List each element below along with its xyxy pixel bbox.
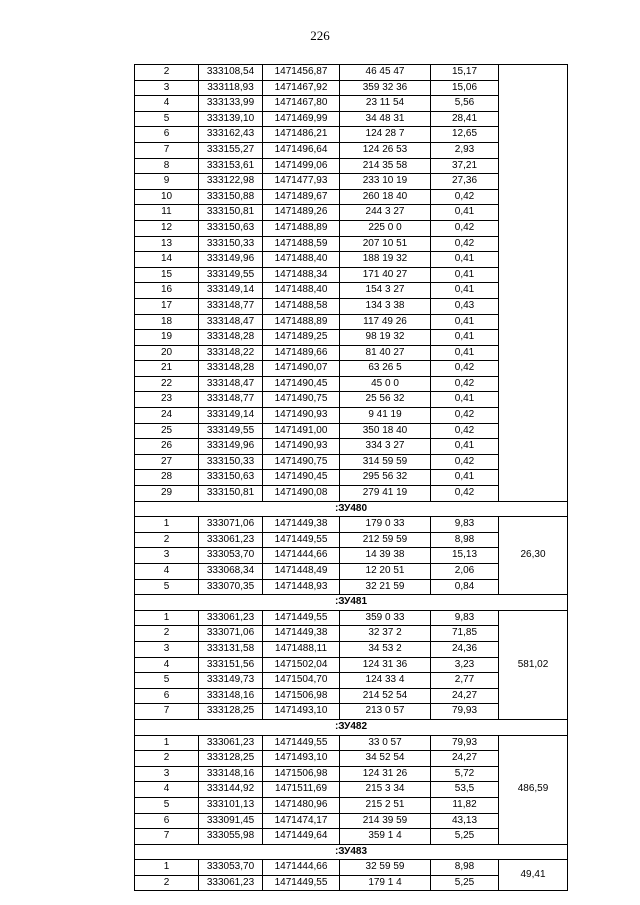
x-coordinate: 333150,33 xyxy=(199,454,263,470)
distance: 0,41 xyxy=(431,439,499,455)
section-title: :ЗУ480 xyxy=(135,501,568,517)
x-coordinate: 333148,77 xyxy=(199,392,263,408)
y-coordinate: 1471469,99 xyxy=(263,111,340,127)
direction-angle: 334 3 27 xyxy=(340,439,431,455)
point-number: 5 xyxy=(135,111,199,127)
x-coordinate: 333148,16 xyxy=(199,688,263,704)
point-number: 5 xyxy=(135,797,199,813)
table-row xyxy=(135,610,568,626)
y-coordinate: 1471491,00 xyxy=(263,423,340,439)
point-number: 21 xyxy=(135,361,199,377)
area-cell: 26,30 xyxy=(499,517,568,595)
area-cell: 486,59 xyxy=(499,735,568,844)
point-number: 2 xyxy=(135,65,199,81)
distance: 0,41 xyxy=(431,345,499,361)
y-coordinate: 1471488,34 xyxy=(263,267,340,283)
distance: 79,93 xyxy=(431,704,499,720)
distance: 0,42 xyxy=(431,189,499,205)
x-coordinate: 333150,81 xyxy=(199,205,263,221)
y-coordinate: 1471490,93 xyxy=(263,439,340,455)
distance: 11,82 xyxy=(431,797,499,813)
y-coordinate: 1471448,49 xyxy=(263,564,340,580)
x-coordinate: 333149,55 xyxy=(199,423,263,439)
y-coordinate: 1471488,40 xyxy=(263,252,340,268)
x-coordinate: 333150,33 xyxy=(199,236,263,252)
distance: 8,98 xyxy=(431,532,499,548)
distance: 24,27 xyxy=(431,688,499,704)
x-coordinate: 333055,98 xyxy=(199,829,263,845)
distance: 37,21 xyxy=(431,158,499,174)
point-number: 1 xyxy=(135,735,199,751)
point-number: 28 xyxy=(135,470,199,486)
direction-angle: 25 56 32 xyxy=(340,392,431,408)
x-coordinate: 333150,81 xyxy=(199,486,263,502)
y-coordinate: 1471506,98 xyxy=(263,688,340,704)
distance: 0,42 xyxy=(431,408,499,424)
point-number: 6 xyxy=(135,127,199,143)
point-number: 2 xyxy=(135,532,199,548)
y-coordinate: 1471490,07 xyxy=(263,361,340,377)
point-number: 19 xyxy=(135,330,199,346)
distance: 53,5 xyxy=(431,782,499,798)
distance: 0,42 xyxy=(431,376,499,392)
section-title: :ЗУ483 xyxy=(135,844,568,860)
point-number: 8 xyxy=(135,158,199,174)
x-coordinate: 333108,54 xyxy=(199,65,263,81)
direction-angle: 32 21 59 xyxy=(340,579,431,595)
distance: 0,42 xyxy=(431,423,499,439)
table-row xyxy=(135,517,568,533)
x-coordinate: 333149,14 xyxy=(199,283,263,299)
point-number: 5 xyxy=(135,673,199,689)
x-coordinate: 333128,25 xyxy=(199,704,263,720)
x-coordinate: 333128,25 xyxy=(199,751,263,767)
direction-angle: 124 28 7 xyxy=(340,127,431,143)
distance: 0,41 xyxy=(431,205,499,221)
point-number: 10 xyxy=(135,189,199,205)
distance: 24,36 xyxy=(431,641,499,657)
y-coordinate: 1471449,55 xyxy=(263,532,340,548)
direction-angle: 213 0 57 xyxy=(340,704,431,720)
distance: 2,77 xyxy=(431,673,499,689)
point-number: 13 xyxy=(135,236,199,252)
distance: 27,36 xyxy=(431,174,499,190)
section-title: :ЗУ482 xyxy=(135,719,568,735)
direction-angle: 188 19 32 xyxy=(340,252,431,268)
point-number: 4 xyxy=(135,782,199,798)
direction-angle: 124 31 36 xyxy=(340,657,431,673)
direction-angle: 214 35 58 xyxy=(340,158,431,174)
x-coordinate: 333151,56 xyxy=(199,657,263,673)
x-coordinate: 333061,23 xyxy=(199,532,263,548)
y-coordinate: 1471490,45 xyxy=(263,376,340,392)
direction-angle: 124 31 26 xyxy=(340,766,431,782)
area-cell: 581,02 xyxy=(499,610,568,719)
area-cell: 49,41 xyxy=(499,860,568,891)
x-coordinate: 333149,14 xyxy=(199,408,263,424)
distance: 9,83 xyxy=(431,517,499,533)
x-coordinate: 333122,98 xyxy=(199,174,263,190)
direction-angle: 134 3 38 xyxy=(340,298,431,314)
distance: 0,41 xyxy=(431,392,499,408)
point-number: 4 xyxy=(135,96,199,112)
point-number: 27 xyxy=(135,454,199,470)
y-coordinate: 1471490,45 xyxy=(263,470,340,486)
point-number: 26 xyxy=(135,439,199,455)
direction-angle: 63 26 5 xyxy=(340,361,431,377)
point-number: 17 xyxy=(135,298,199,314)
direction-angle: 32 59 59 xyxy=(340,860,431,876)
y-coordinate: 1471489,25 xyxy=(263,330,340,346)
direction-angle: 34 53 2 xyxy=(340,641,431,657)
distance: 0,42 xyxy=(431,486,499,502)
table-row xyxy=(135,65,568,81)
point-number: 4 xyxy=(135,657,199,673)
distance: 9,83 xyxy=(431,610,499,626)
direction-angle: 46 45 47 xyxy=(340,65,431,81)
x-coordinate: 333150,88 xyxy=(199,189,263,205)
distance: 3,23 xyxy=(431,657,499,673)
point-number: 3 xyxy=(135,548,199,564)
distance: 5,25 xyxy=(431,875,499,891)
direction-angle: 14 39 38 xyxy=(340,548,431,564)
y-coordinate: 1471488,59 xyxy=(263,236,340,252)
y-coordinate: 1471449,55 xyxy=(263,875,340,891)
point-number: 2 xyxy=(135,875,199,891)
distance: 71,85 xyxy=(431,626,499,642)
y-coordinate: 1471456,87 xyxy=(263,65,340,81)
x-coordinate: 333155,27 xyxy=(199,142,263,158)
y-coordinate: 1471504,70 xyxy=(263,673,340,689)
direction-angle: 32 37 2 xyxy=(340,626,431,642)
direction-angle: 34 48 31 xyxy=(340,111,431,127)
x-coordinate: 333148,47 xyxy=(199,314,263,330)
direction-angle: 23 11 54 xyxy=(340,96,431,112)
distance: 79,93 xyxy=(431,735,499,751)
x-coordinate: 333150,63 xyxy=(199,470,263,486)
y-coordinate: 1471448,93 xyxy=(263,579,340,595)
y-coordinate: 1471467,92 xyxy=(263,80,340,96)
y-coordinate: 1471488,40 xyxy=(263,283,340,299)
point-number: 2 xyxy=(135,751,199,767)
distance: 0,41 xyxy=(431,330,499,346)
direction-angle: 179 0 33 xyxy=(340,517,431,533)
distance: 0,42 xyxy=(431,220,499,236)
y-coordinate: 1471496,64 xyxy=(263,142,340,158)
distance: 24,27 xyxy=(431,751,499,767)
x-coordinate: 333144,92 xyxy=(199,782,263,798)
direction-angle: 215 3 34 xyxy=(340,782,431,798)
x-coordinate: 333131,58 xyxy=(199,641,263,657)
distance: 15,17 xyxy=(431,65,499,81)
distance: 0,41 xyxy=(431,252,499,268)
x-coordinate: 333149,73 xyxy=(199,673,263,689)
y-coordinate: 1471502,04 xyxy=(263,657,340,673)
direction-angle: 244 3 27 xyxy=(340,205,431,221)
distance: 28,41 xyxy=(431,111,499,127)
direction-angle: 124 33 4 xyxy=(340,673,431,689)
direction-angle: 295 56 32 xyxy=(340,470,431,486)
direction-angle: 154 3 27 xyxy=(340,283,431,299)
distance: 5,25 xyxy=(431,829,499,845)
y-coordinate: 1471444,66 xyxy=(263,548,340,564)
y-coordinate: 1471493,10 xyxy=(263,751,340,767)
direction-angle: 350 18 40 xyxy=(340,423,431,439)
y-coordinate: 1471511,69 xyxy=(263,782,340,798)
x-coordinate: 333061,23 xyxy=(199,875,263,891)
x-coordinate: 333153,61 xyxy=(199,158,263,174)
distance: 12,65 xyxy=(431,127,499,143)
y-coordinate: 1471467,80 xyxy=(263,96,340,112)
point-number: 25 xyxy=(135,423,199,439)
x-coordinate: 333053,70 xyxy=(199,860,263,876)
point-number: 18 xyxy=(135,314,199,330)
y-coordinate: 1471444,66 xyxy=(263,860,340,876)
point-number: 6 xyxy=(135,813,199,829)
point-number: 1 xyxy=(135,860,199,876)
section-header-row xyxy=(135,501,568,517)
y-coordinate: 1471474,17 xyxy=(263,813,340,829)
x-coordinate: 333148,77 xyxy=(199,298,263,314)
point-number: 20 xyxy=(135,345,199,361)
point-number: 3 xyxy=(135,80,199,96)
direction-angle: 179 1 4 xyxy=(340,875,431,891)
distance: 0,84 xyxy=(431,579,499,595)
point-number: 16 xyxy=(135,283,199,299)
y-coordinate: 1471493,10 xyxy=(263,704,340,720)
distance: 5,72 xyxy=(431,766,499,782)
point-number: 9 xyxy=(135,174,199,190)
x-coordinate: 333053,70 xyxy=(199,548,263,564)
x-coordinate: 333071,06 xyxy=(199,626,263,642)
x-coordinate: 333068,34 xyxy=(199,564,263,580)
y-coordinate: 1471486,21 xyxy=(263,127,340,143)
direction-angle: 9 41 19 xyxy=(340,408,431,424)
point-number: 14 xyxy=(135,252,199,268)
point-number: 15 xyxy=(135,267,199,283)
x-coordinate: 333133,99 xyxy=(199,96,263,112)
section-title: :ЗУ481 xyxy=(135,595,568,611)
distance: 5,56 xyxy=(431,96,499,112)
y-coordinate: 1471449,55 xyxy=(263,610,340,626)
point-number: 5 xyxy=(135,579,199,595)
x-coordinate: 333071,06 xyxy=(199,517,263,533)
y-coordinate: 1471488,11 xyxy=(263,641,340,657)
section-header-row xyxy=(135,719,568,735)
point-number: 12 xyxy=(135,220,199,236)
y-coordinate: 1471449,64 xyxy=(263,829,340,845)
distance: 8,98 xyxy=(431,860,499,876)
x-coordinate: 333091,45 xyxy=(199,813,263,829)
coordinates-table xyxy=(134,64,568,891)
x-coordinate: 333139,10 xyxy=(199,111,263,127)
distance: 0,42 xyxy=(431,454,499,470)
y-coordinate: 1471449,55 xyxy=(263,735,340,751)
direction-angle: 207 10 51 xyxy=(340,236,431,252)
y-coordinate: 1471489,66 xyxy=(263,345,340,361)
point-number: 3 xyxy=(135,641,199,657)
x-coordinate: 333149,96 xyxy=(199,252,263,268)
distance: 0,43 xyxy=(431,298,499,314)
table-row xyxy=(135,735,568,751)
distance: 43,13 xyxy=(431,813,499,829)
direction-angle: 212 59 59 xyxy=(340,532,431,548)
x-coordinate: 333061,23 xyxy=(199,610,263,626)
direction-angle: 225 0 0 xyxy=(340,220,431,236)
x-coordinate: 333148,22 xyxy=(199,345,263,361)
y-coordinate: 1471449,38 xyxy=(263,626,340,642)
x-coordinate: 333149,55 xyxy=(199,267,263,283)
y-coordinate: 1471490,75 xyxy=(263,392,340,408)
point-number: 11 xyxy=(135,205,199,221)
direction-angle: 359 32 36 xyxy=(340,80,431,96)
distance: 2,06 xyxy=(431,564,499,580)
point-number: 29 xyxy=(135,486,199,502)
distance: 15,06 xyxy=(431,80,499,96)
direction-angle: 260 18 40 xyxy=(340,189,431,205)
x-coordinate: 333101,13 xyxy=(199,797,263,813)
direction-angle: 279 41 19 xyxy=(340,486,431,502)
distance: 15,13 xyxy=(431,548,499,564)
direction-angle: 233 10 19 xyxy=(340,174,431,190)
point-number: 22 xyxy=(135,376,199,392)
distance: 0,41 xyxy=(431,470,499,486)
direction-angle: 314 59 59 xyxy=(340,454,431,470)
y-coordinate: 1471489,67 xyxy=(263,189,340,205)
page-number: 226 xyxy=(310,28,330,43)
x-coordinate: 333148,47 xyxy=(199,376,263,392)
y-coordinate: 1471449,38 xyxy=(263,517,340,533)
y-coordinate: 1471488,89 xyxy=(263,314,340,330)
y-coordinate: 1471506,98 xyxy=(263,766,340,782)
point-number: 1 xyxy=(135,610,199,626)
y-coordinate: 1471477,93 xyxy=(263,174,340,190)
direction-angle: 359 1 4 xyxy=(340,829,431,845)
section-header-row xyxy=(135,844,568,860)
direction-angle: 215 2 51 xyxy=(340,797,431,813)
y-coordinate: 1471490,08 xyxy=(263,486,340,502)
point-number: 7 xyxy=(135,704,199,720)
point-number: 7 xyxy=(135,829,199,845)
point-number: 4 xyxy=(135,564,199,580)
distance: 0,42 xyxy=(431,361,499,377)
point-number: 23 xyxy=(135,392,199,408)
x-coordinate: 333162,43 xyxy=(199,127,263,143)
direction-angle: 33 0 57 xyxy=(340,735,431,751)
point-number: 24 xyxy=(135,408,199,424)
area-cell xyxy=(499,65,568,502)
y-coordinate: 1471488,58 xyxy=(263,298,340,314)
y-coordinate: 1471488,89 xyxy=(263,220,340,236)
direction-angle: 124 26 53 xyxy=(340,142,431,158)
x-coordinate: 333118,93 xyxy=(199,80,263,96)
direction-angle: 171 40 27 xyxy=(340,267,431,283)
distance: 0,41 xyxy=(431,314,499,330)
distance: 0,42 xyxy=(431,236,499,252)
direction-angle: 34 52 54 xyxy=(340,751,431,767)
distance: 0,41 xyxy=(431,283,499,299)
point-number: 7 xyxy=(135,142,199,158)
direction-angle: 359 0 33 xyxy=(340,610,431,626)
distance: 2,93 xyxy=(431,142,499,158)
x-coordinate: 333070,35 xyxy=(199,579,263,595)
point-number: 3 xyxy=(135,766,199,782)
y-coordinate: 1471499,06 xyxy=(263,158,340,174)
direction-angle: 12 20 51 xyxy=(340,564,431,580)
point-number: 6 xyxy=(135,688,199,704)
section-header-row xyxy=(135,595,568,611)
x-coordinate: 333061,23 xyxy=(199,735,263,751)
direction-angle: 98 19 32 xyxy=(340,330,431,346)
y-coordinate: 1471489,26 xyxy=(263,205,340,221)
y-coordinate: 1471480,96 xyxy=(263,797,340,813)
x-coordinate: 333149,96 xyxy=(199,439,263,455)
direction-angle: 214 52 54 xyxy=(340,688,431,704)
table-row xyxy=(135,860,568,876)
direction-angle: 45 0 0 xyxy=(340,376,431,392)
direction-angle: 214 39 59 xyxy=(340,813,431,829)
x-coordinate: 333148,16 xyxy=(199,766,263,782)
distance: 0,41 xyxy=(431,267,499,283)
x-coordinate: 333150,63 xyxy=(199,220,263,236)
y-coordinate: 1471490,93 xyxy=(263,408,340,424)
point-number: 2 xyxy=(135,626,199,642)
direction-angle: 81 40 27 xyxy=(340,345,431,361)
y-coordinate: 1471490,75 xyxy=(263,454,340,470)
x-coordinate: 333148,28 xyxy=(199,330,263,346)
x-coordinate: 333148,28 xyxy=(199,361,263,377)
direction-angle: 117 49 26 xyxy=(340,314,431,330)
point-number: 1 xyxy=(135,517,199,533)
